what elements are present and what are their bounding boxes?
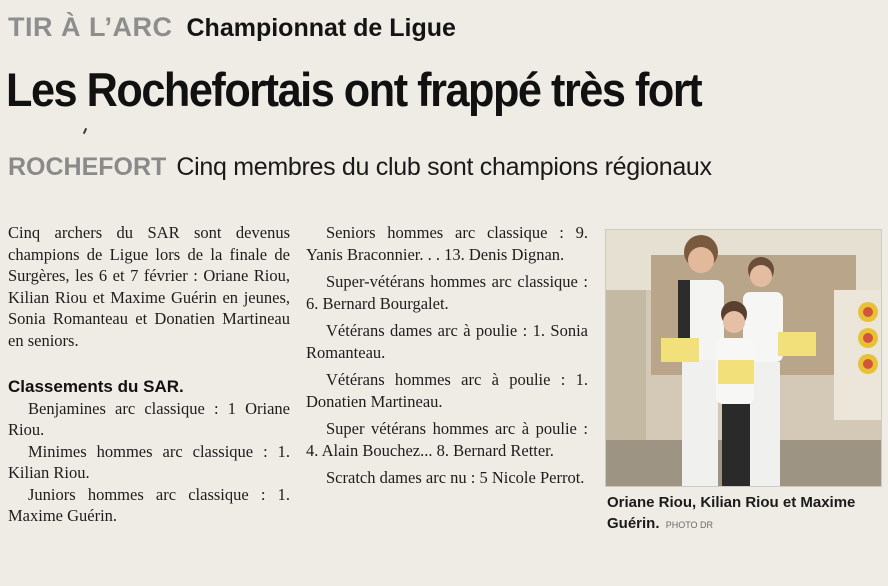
dateline-place: ROCHEFORT bbox=[8, 153, 167, 181]
result-ranking: 1. Kilian Riou. bbox=[8, 441, 290, 482]
results-heading: Classements du SAR. bbox=[8, 377, 184, 396]
subhead bbox=[8, 153, 712, 182]
kicker bbox=[8, 12, 456, 43]
deck-text: Cinq membres du club sont champions régionaux bbox=[176, 153, 712, 181]
archers-photo bbox=[605, 229, 882, 487]
result-item bbox=[306, 222, 588, 265]
result-ranking: 1 Oriane Riou. bbox=[8, 398, 291, 439]
result-ranking: 1. Maxime Guérin. bbox=[8, 484, 291, 525]
result-ranking: 1. Sonia Romanteau. bbox=[306, 321, 588, 362]
archers-photo-illustration bbox=[606, 230, 881, 486]
result-category: Scratch dames arc nu : bbox=[326, 468, 476, 487]
section-subcategory: Championnat de Ligue bbox=[186, 14, 456, 42]
headline: Les Rochefortais ont frappé très fort bbox=[6, 63, 702, 116]
result-item bbox=[8, 398, 290, 441]
result-item bbox=[306, 320, 588, 363]
section-category: TIR À L’ARC bbox=[8, 12, 173, 42]
result-ranking: 5 Nicole Perrot. bbox=[479, 468, 585, 487]
result-category: Benjamines arc classique : bbox=[28, 398, 219, 418]
result-category: Vétérans hommes arc à poulie : bbox=[326, 370, 566, 389]
result-ranking: 6. Bernard Bourgalet. bbox=[306, 293, 449, 313]
result-category: Vétérans dames arc à poulie : bbox=[326, 321, 528, 340]
result-ranking: 9. Yanis Braconnier. . . 13. Denis Dignan. bbox=[306, 223, 589, 264]
result-ranking: 1. Donatien Martineau. bbox=[306, 370, 588, 411]
article-column-2 bbox=[306, 222, 588, 489]
result-item bbox=[306, 467, 588, 489]
result-item bbox=[306, 369, 588, 412]
stray-pen-mark bbox=[83, 128, 87, 134]
photo-caption bbox=[607, 492, 882, 536]
result-ranking: 4. Alain Bouchez... 8. Bernard Retter. bbox=[306, 440, 554, 460]
result-category: Juniors hommes arc classique : bbox=[28, 484, 266, 504]
intro-paragraph: Cinq archers du SAR sont devenus champions de Ligue lors de la finale de Surgères, les 6 et 7 février : Oriane Riou, Kilian Riou et Maxime Guérin en jeunes, Sonia Romanteau et Donatien Martineau en seniors. bbox=[8, 223, 290, 350]
photo-credit: PHOTO DR bbox=[665, 520, 714, 530]
result-item bbox=[8, 441, 290, 484]
result-category: Minimes hommes arc classique : bbox=[28, 441, 268, 461]
target-face-icon bbox=[858, 302, 878, 374]
result-category: Seniors hommes arc classique : bbox=[326, 223, 564, 242]
article-column-1 bbox=[8, 222, 290, 527]
result-item bbox=[8, 484, 290, 527]
caption-text: Oriane Riou, Kilian Riou et Maxime Guérin. bbox=[607, 494, 856, 532]
result-item bbox=[306, 271, 588, 314]
result-item bbox=[306, 418, 588, 461]
result-category: Super vétérans hommes arc à poulie : bbox=[326, 419, 588, 438]
result-category: Super-vétérans hommes arc classique : bbox=[326, 272, 588, 291]
